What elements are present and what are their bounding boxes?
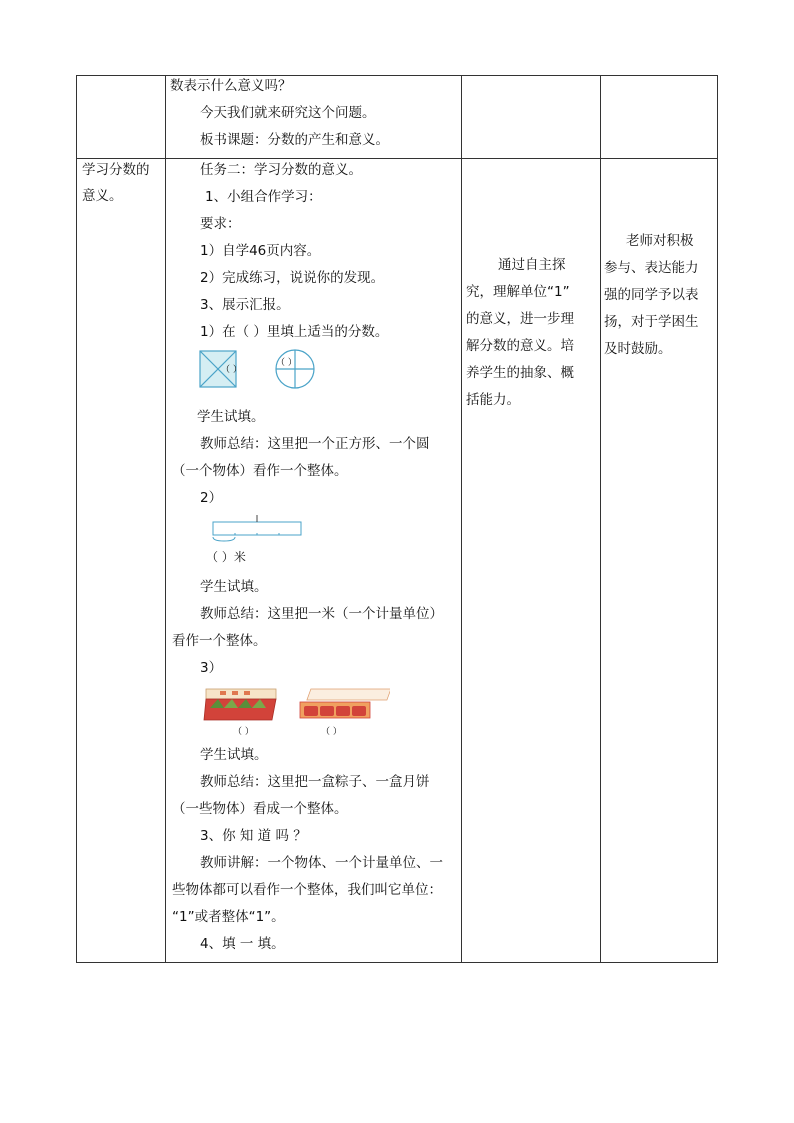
col-divider: [165, 76, 166, 962]
meter-line-figure: [210, 513, 310, 547]
teacher-lecture: 些物体都可以看作一个整体，我们叫它单位：: [172, 882, 442, 898]
design-intent: 括能力。: [466, 392, 520, 408]
row-divider: [77, 158, 717, 159]
evaluation-note: 强的同学予以表: [604, 287, 699, 303]
task-heading: 任务二：学习分数的意义。: [200, 162, 362, 178]
step-heading: 4、填 一 填。: [200, 936, 285, 952]
design-intent: 究，理解单位“1”: [466, 284, 570, 300]
requirement-label: 要求：: [200, 216, 241, 232]
answer-blank: （ ）: [233, 727, 254, 737]
intro-line: 今天我们就来研究这个问题。: [200, 105, 376, 121]
question: 3）: [200, 660, 223, 676]
student-try: 学生试填。: [200, 579, 268, 595]
question: 1）在（ ）里填上适当的分数。: [200, 324, 389, 340]
teacher-summary: 教师总结：这里把一个正方形、一个圆: [200, 436, 430, 452]
student-try: 学生试填。: [200, 747, 268, 763]
evaluation-note: 及时鼓励。: [604, 341, 672, 357]
design-intent: 的意义，进一步理: [466, 311, 574, 327]
step-heading: 3、你 知 道 吗 ？: [200, 828, 307, 844]
zongzi-box-label: [220, 691, 226, 695]
teacher-summary: （一些物体）看成一个整体。: [172, 801, 348, 817]
col-divider: [600, 76, 601, 962]
step-heading: 1、小组合作学习：: [205, 189, 322, 205]
zongzi-box-label: [232, 691, 238, 695]
zongzi-box-body: [204, 699, 276, 720]
boxes-figure: [200, 686, 390, 722]
step-heading: 3、展示汇报。: [200, 297, 290, 313]
evaluation-note: 扬，对于学困生: [604, 314, 699, 330]
design-intent: 通过自主探: [498, 257, 566, 273]
square-circle-figure: [195, 346, 325, 392]
mooncake: [352, 706, 366, 716]
student-try: 学生试填。: [197, 409, 265, 425]
mooncake: [320, 706, 334, 716]
intro-line: 数表示什么意义吗？: [170, 78, 292, 94]
mooncake: [304, 706, 318, 716]
requirement-item: 2）完成练习，说说你的发现。: [200, 270, 385, 286]
meter-bracket: [213, 537, 235, 541]
mooncake: [336, 706, 350, 716]
intro-line: 板书课题：分数的产生和意义。: [200, 132, 389, 148]
design-intent: 解分数的意义。培: [466, 338, 574, 354]
col-divider: [461, 76, 462, 962]
mooncake-box-lid: [307, 689, 390, 700]
requirement-item: 1）自学46页内容。: [200, 243, 321, 259]
meter-label: （ ）米: [206, 550, 246, 564]
stage-title: 意义。: [82, 188, 123, 204]
teacher-summary: 教师总结：这里把一盒粽子、一盒月饼: [200, 774, 430, 790]
teacher-summary: （一个物体）看作一个整体。: [172, 463, 348, 479]
answer-blank: （ ）: [321, 727, 342, 737]
teacher-summary: 看作一个整体。: [172, 633, 267, 649]
lesson-plan-table: [76, 75, 718, 963]
zongzi-box-label: [244, 691, 250, 695]
answer-blank: （ ）: [276, 358, 297, 368]
design-intent: 养学生的抽象、概: [466, 365, 574, 381]
zongzi-box-lid: [206, 689, 276, 699]
teacher-lecture: 教师讲解：一个物体、一个计量单位、一: [200, 855, 443, 871]
answer-blank: （ ）: [221, 365, 242, 375]
teacher-lecture: “1”或者整体“1”。: [172, 909, 285, 925]
question: 2）: [200, 490, 223, 506]
evaluation-note: 参与、表达能力: [604, 260, 699, 276]
teacher-summary: 教师总结：这里把一米（一个计量单位）: [200, 606, 443, 622]
evaluation-note: 老师对积极: [626, 233, 694, 249]
stage-title: 学习分数的: [82, 162, 150, 178]
